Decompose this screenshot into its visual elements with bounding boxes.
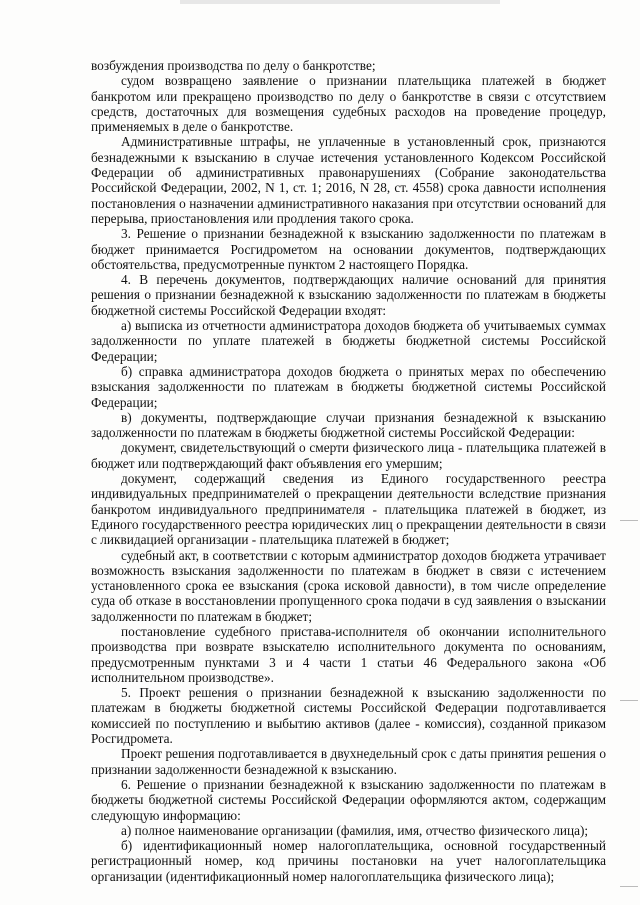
paragraph-item-5: 5. Проект решения о признании безнадежной к взысканию задолженности по платежам в бюджеты бюджетной системы Российской Федерации подготавливается комиссией по поступлению и выбытию активов (далее - комиссия), созданной приказом Росгидромета.: [91, 685, 606, 747]
scan-edge-mark: [620, 520, 638, 521]
paragraph: документ, свидетельствующий о смерти физического лица - плательщика платежей в бюджет или подтверждающий факт объявления его умершим;: [91, 440, 606, 471]
scan-top-edge: [180, 0, 500, 4]
paragraph: судом возвращено заявление о признании плательщика платежей в бюджет банкротом или прекращено производство по делу о банкротстве в связи с отсутствием средств, достаточных для возмещения судебных расходов на проведение процедур, применяемых в деле о банкротстве.: [91, 73, 606, 135]
paragraph-item-3: 3. Решение о признании безнадежной к взысканию задолженности по платежам в бюджет принимается Росгидрометом на основании документов, подтверждающих обстоятельства, предусмотренные пунктом 2 настоящего Порядка.: [91, 226, 606, 272]
subitem-b: б) справка администратора доходов бюджета о принятых мерах по обеспечению взыскания задолженности по платежам в бюджеты бюджетной системы Российской Федерации;: [91, 363, 606, 410]
subitem-a: а) выписка из отчетности администратора доходов бюджета об учитываемых суммах задолженности по уплате платежей в бюджеты бюджетной системы Российской Федерации;: [91, 318, 606, 364]
subitem-v: в) документы, подтверждающие случаи признания безнадежной к взысканию задолженности по платежам в бюджеты бюджетной системы Российской Федерации:: [91, 409, 606, 441]
subitem-a: а) полное наименование организации (фамилия, имя, отчество физического лица);: [121, 822, 589, 838]
document-body: [91, 58, 606, 884]
paragraph-item-6: 6. Решение о признании безнадежной к взысканию задолженности по платежам в бюджеты бюджетной системы Российской Федерации оформляются актом, содержащим следующую информацию:: [91, 776, 606, 823]
paragraph-item-4: 4. В перечень документов, подтверждающих наличие оснований для принятия решения о признании безнадежной к взысканию задолженности по платежам в бюджеты бюджетной системы Российской Федерации входят:: [91, 272, 606, 318]
scan-edge-mark: [620, 700, 638, 701]
scan-edge-mark: [620, 886, 638, 887]
paragraph: судебный акт, в соответствии с которым администратор доходов бюджета утрачивает возможность взыскания задолженности по платежам в бюджет в связи с истечением установленного срока ее взыскания (срока исковой давности), в том числе определение суда об отказе в восстановлении пропущенного срока подачи в суд заявления о взыскании задолженности по платежам в бюджет;: [91, 547, 606, 624]
paragraph: постановление судебного пристава-исполнителя об окончании исполнительного производства при возврате взыскателю исполнительного документа по основаниям, предусмотренным пунктами 3 и 4 части 1 статьи 46 Федерального закона «Об исполнительном производстве».: [91, 623, 606, 685]
paragraph: Проект решения подготавливается в двухнедельный срок с даты принятия решения о признании задолженности безнадежной к взысканию.: [91, 746, 606, 777]
subitem-b: б) идентификационный номер налогоплательщика, основной государственный регистрационный номер, код причины постановки на учет налогоплательщика организации (идентификационный номер налогоплательщика физического лица);: [91, 838, 606, 884]
paragraph: возбуждения производства по делу о банкротстве;: [91, 58, 376, 73]
paragraph: документ, содержащий сведения из Единого государственного реестра индивидуальных предпринимателей о прекращении деятельности вследствие признания банкротом индивидуального предпринимателя - плательщика платежей в бюджет, из Единого государственного реестра юридических лиц о прекращении деятельности в связи с ликвидацией организации - плательщика платежей в бюджет;: [91, 471, 606, 548]
paragraph: Административные штрафы, не уплаченные в установленный срок, признаются безнадежными к взысканию в случае истечения установленного Кодексом Российской Федерации об административных правонарушениях (Собрание законодательства Российской Федерации, 2002, N 1, ст. 1; 2016, N 28, ст. 4558) срока давности исполнения постановления о назначении административного наказания при отсутствии оснований для перерыва, приостановления или продления такого срока.: [91, 134, 606, 226]
